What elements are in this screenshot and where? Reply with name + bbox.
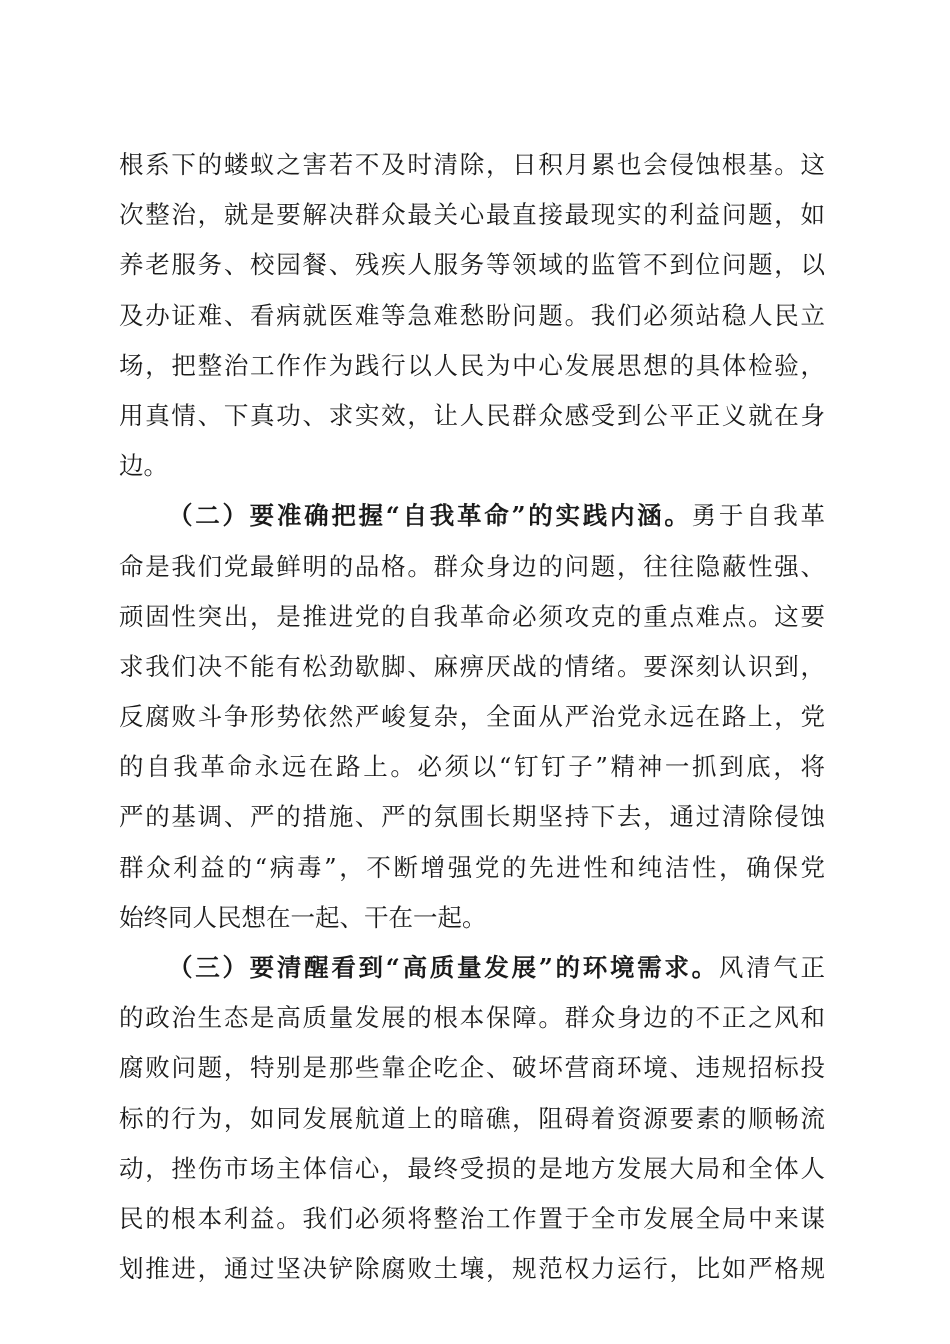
text-line: 养老服务、校园餐、残疾人服务等领域的监管不到位问题，以 xyxy=(119,250,825,280)
text-line: 严的基调、严的措施、严的氛围长期坚持下去，通过清除侵蚀 xyxy=(119,802,825,832)
document-body xyxy=(119,140,825,1294)
paragraph-2 xyxy=(119,491,825,943)
text-line: 反腐败斗争形势依然严峻复杂，全面从严治党永远在路上，党 xyxy=(119,702,825,732)
text-line: 边。 xyxy=(119,451,168,481)
text-run: 勇于自我革 xyxy=(691,501,826,531)
text-line xyxy=(119,491,825,541)
text-line: 动，挫伤市场主体信心，最终受损的是地方发展大局和全体人 xyxy=(119,1153,825,1183)
text-line: 场，把整治工作作为践行以人民为中心发展思想的具体检验， xyxy=(119,350,825,380)
text-line: 始终同人民想在一起、干在一起。 xyxy=(119,902,487,932)
text-line: 及办证难、看病就医难等急难愁盼问题。我们必须站稳人民立 xyxy=(119,300,825,330)
text-line: 腐败问题，特别是那些靠企吃企、破坏营商环境、违规招标投 xyxy=(119,1053,825,1083)
text-line: 的自我革命永远在路上。必须以“钉钉子”精神一抓到底，将 xyxy=(119,752,825,782)
section-heading: （三）要清醒看到“高质量发展”的环境需求。 xyxy=(168,953,719,982)
text-run: 风清气正 xyxy=(718,953,826,982)
section-heading: （二）要准确把握“自我革命”的实践内涵。 xyxy=(168,501,692,531)
text-line: 标的行为，如同发展航道上的暗礁，阻碍着资源要素的顺畅流 xyxy=(119,1103,825,1133)
text-line: 顽固性突出，是推进党的自我革命必须攻克的重点难点。这要 xyxy=(119,601,825,631)
text-line: 命是我们党最鲜明的品格。群众身边的问题，往往隐蔽性强、 xyxy=(119,551,825,581)
paragraph-3 xyxy=(119,943,825,1294)
text-line: 次整治，就是要解决群众最关心最直接最现实的利益问题，如 xyxy=(119,200,825,230)
text-line xyxy=(119,943,825,993)
text-line: 求我们决不能有松劲歇脚、麻痹厌战的情绪。要深刻认识到， xyxy=(119,651,825,681)
text-line: 民的根本利益。我们必须将整治工作置于全市发展全局中来谋 xyxy=(119,1203,825,1233)
text-line: 的政治生态是高质量发展的根本保障。群众身边的不正之风和 xyxy=(119,1003,825,1033)
paragraph-1 xyxy=(119,140,825,491)
text-line: 根系下的蝼蚁之害若不及时清除，日积月累也会侵蚀根基。这 xyxy=(119,150,825,179)
text-line: 划推进，通过坚决铲除腐败土壤，规范权力运行，比如严格规 xyxy=(119,1254,825,1284)
text-line: 用真情、下真功、求实效，让人民群众感受到公平正义就在身 xyxy=(119,400,825,430)
text-line: 群众利益的“病毒”，不断增强党的先进性和纯洁性，确保党 xyxy=(119,852,825,882)
